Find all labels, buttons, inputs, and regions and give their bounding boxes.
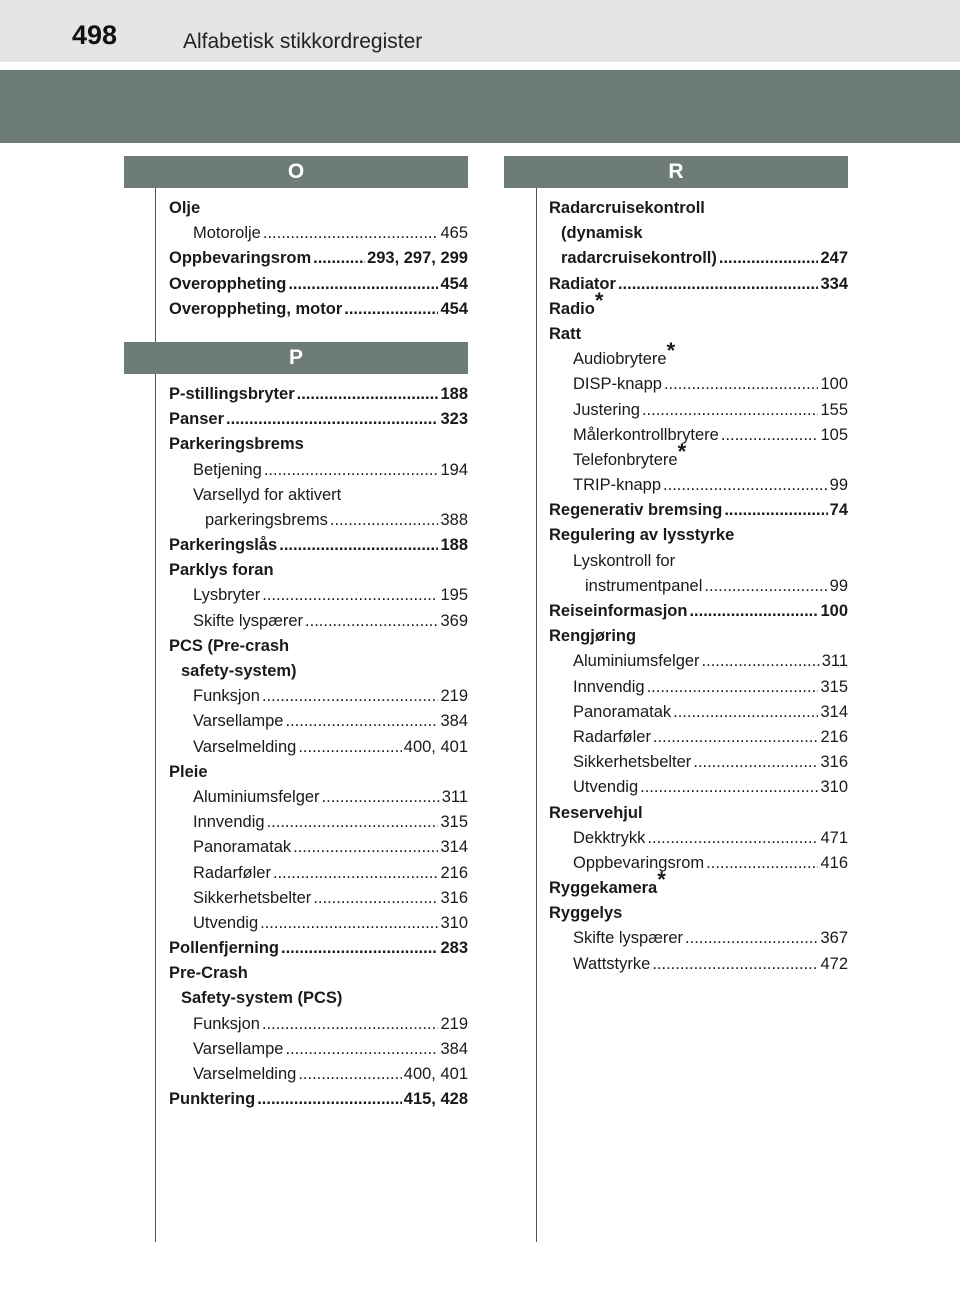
- page-reference: 471: [820, 828, 848, 847]
- index-sub-entry: [549, 952, 848, 977]
- index-term: Dekktrykk: [573, 828, 646, 847]
- page-reference: 316: [820, 753, 848, 772]
- index-term: Lysbryter: [193, 586, 261, 605]
- index-sub-entry: [169, 458, 468, 483]
- index-entry-row: [169, 382, 468, 407]
- index-entry-row: [573, 372, 848, 397]
- dot-leader: [647, 826, 818, 851]
- index-sub-entry: [549, 398, 848, 423]
- index-sub-entry: [169, 609, 468, 634]
- index-sub-entry: [169, 583, 468, 608]
- index-term: Panoramatak: [573, 702, 672, 721]
- page-reference: 247: [820, 249, 848, 268]
- page-reference: 310: [440, 913, 468, 932]
- index-entry-row: [181, 659, 468, 684]
- page-reference: 100: [820, 375, 848, 394]
- index-sub-entry: [169, 1012, 468, 1037]
- index-main-entry: [549, 624, 848, 649]
- index-entry-row: [193, 1037, 468, 1062]
- index-sub-entry: [549, 750, 848, 775]
- index-sub-entry: [549, 549, 848, 574]
- index-main-entry: [549, 523, 848, 548]
- dot-leader: [673, 700, 818, 725]
- index-entry-row: [181, 986, 468, 1011]
- index-main-entry: [169, 760, 468, 785]
- index-column-right: [504, 156, 848, 977]
- section-letter-heading: O: [124, 156, 468, 188]
- page-title: Alfabetisk stikkordregister: [183, 30, 423, 53]
- index-main-entry: [169, 272, 468, 297]
- dot-leader: [281, 936, 438, 961]
- index-sub-entry: [549, 221, 848, 246]
- index-term: Motorolje: [193, 224, 261, 243]
- index-sub-entry: [549, 338, 848, 372]
- dot-leader: [330, 508, 439, 533]
- index-term: Radarføler: [573, 727, 651, 746]
- index-term: Radarcruisekontroll: [549, 199, 705, 217]
- index-sub-entry: [169, 986, 468, 1011]
- index-term: Justering: [573, 400, 640, 419]
- index-main-entry: [169, 196, 468, 221]
- dot-leader: [264, 458, 439, 483]
- index-main-entry: [549, 867, 848, 901]
- index-term: Parklys foran: [169, 561, 274, 580]
- index-entry-row: Radio *: [549, 297, 848, 322]
- index-entry-row: [193, 609, 468, 634]
- index-entry-row: [193, 886, 468, 911]
- index-entry-row: [549, 624, 848, 649]
- index-sub-entry: [549, 473, 848, 498]
- page-reference: 415, 428: [403, 1090, 468, 1109]
- dot-leader: [663, 473, 828, 498]
- page-reference: 219: [440, 1014, 468, 1033]
- index-sub-entry: [549, 851, 848, 876]
- index-main-entry: [549, 272, 848, 297]
- page-reference: 384: [440, 712, 468, 731]
- dot-leader: [285, 1037, 438, 1062]
- index-entry-row: [169, 432, 468, 457]
- dot-leader: [262, 1012, 439, 1037]
- index-entry-row: [193, 221, 468, 246]
- dot-leader: [704, 574, 827, 599]
- index-main-entry: [549, 498, 848, 523]
- index-entry-row: [193, 835, 468, 860]
- index-entry-row: [561, 221, 848, 246]
- page-reference: 315: [820, 677, 848, 696]
- index-main-entry: [549, 287, 848, 322]
- index-entry-row: [573, 473, 848, 498]
- index-sub-entry: [169, 684, 468, 709]
- page-reference: 188: [440, 536, 468, 555]
- index-sub-entry: [549, 438, 848, 473]
- index-main-entry: [169, 961, 468, 986]
- index-entry-row: [169, 196, 468, 221]
- page-reference: 311: [821, 652, 848, 671]
- index-term: Oppbevaringsrom: [573, 853, 705, 872]
- index-main-entry: [169, 558, 468, 583]
- index-term: Ratt: [549, 324, 582, 343]
- header-band: [0, 70, 960, 143]
- index-entry-row: [549, 272, 848, 297]
- index-term: Pleie: [169, 762, 208, 781]
- index-entry-row: [193, 1012, 468, 1037]
- page-reference: 219: [440, 687, 468, 706]
- page-reference: 216: [440, 863, 468, 882]
- index-entry-row: [169, 1087, 468, 1112]
- index-main-entry: [169, 634, 468, 659]
- page-reference: 400, 401: [403, 737, 468, 756]
- dot-leader: [279, 533, 438, 558]
- index-term: Safety-system (PCS): [181, 989, 343, 1008]
- index-term: radarcruisekontroll): [561, 249, 717, 268]
- index-sub-entry: [549, 246, 848, 271]
- page-reference: 314: [820, 702, 848, 721]
- index-sub-entry: [549, 372, 848, 397]
- index-term: Innvendig: [573, 677, 645, 696]
- index-term: PCS (Pre-crash: [169, 636, 290, 655]
- index-sub-entry: [169, 221, 468, 246]
- index-term: (dynamisk: [561, 224, 643, 243]
- index-term: Radiator: [549, 274, 616, 293]
- dot-leader: [285, 709, 438, 734]
- index-term: Betjening: [193, 460, 262, 479]
- index-term: Radio: [549, 299, 595, 318]
- dot-leader: [344, 297, 438, 322]
- index-term: Radarføler: [193, 863, 271, 882]
- dot-leader: [260, 911, 438, 936]
- page-reference: 388: [440, 510, 468, 529]
- dot-leader: [322, 785, 440, 810]
- index-entry-row: [169, 558, 468, 583]
- dot-leader: [313, 886, 438, 911]
- index-term: Lyskontroll for: [573, 551, 676, 570]
- index-entry-list: [504, 188, 848, 977]
- page-reference: 155: [820, 400, 848, 419]
- index-entry-row: [193, 911, 468, 936]
- index-sub-entry: [549, 926, 848, 951]
- index-main-entry: [169, 246, 468, 271]
- index-entry-row: [169, 936, 468, 961]
- page-reference: 384: [440, 1039, 468, 1058]
- dot-leader: [297, 382, 439, 407]
- page-reference: 195: [440, 586, 468, 605]
- index-term: Innvendig: [193, 813, 265, 832]
- index-term: instrumentpanel: [585, 576, 703, 595]
- page-reference: 311: [441, 787, 468, 806]
- index-sub-entry: [549, 775, 848, 800]
- index-entry-row: [193, 1062, 468, 1087]
- index-term: Pre-Crash: [169, 964, 248, 983]
- dot-leader: [226, 407, 438, 432]
- index-entry-row: [573, 926, 848, 951]
- index-entry-row: [573, 649, 848, 674]
- page-reference: 323: [440, 410, 468, 429]
- page-reference: 99: [829, 576, 848, 595]
- index-sub-entry: [549, 675, 848, 700]
- dot-leader: [305, 609, 438, 634]
- index-term: Punktering: [169, 1090, 256, 1109]
- index-entry-row: [193, 483, 468, 508]
- index-term: Varsellampe: [193, 1039, 284, 1058]
- index-entry-row: Telefonbrytere *: [573, 448, 848, 473]
- page-reference: 310: [820, 778, 848, 797]
- dot-leader: [267, 810, 439, 835]
- index-sub-entry: [169, 785, 468, 810]
- index-entry-row: [561, 246, 848, 271]
- index-entry-list: [124, 374, 468, 1112]
- section-letter-heading: P: [124, 342, 468, 374]
- page-reference: 369: [440, 611, 468, 630]
- dot-leader: [257, 1087, 402, 1112]
- page-reference: 472: [820, 954, 848, 973]
- page-number: 498: [72, 20, 118, 50]
- index-term: Panser: [169, 410, 225, 429]
- index-sub-entry: [169, 659, 468, 684]
- index-sub-entry: [549, 725, 848, 750]
- index-column-left: [124, 156, 468, 1112]
- page-header: [0, 0, 960, 62]
- index-entry-row: Audiobrytere *: [573, 347, 848, 372]
- index-term: Overoppheting, motor: [169, 299, 343, 318]
- section-gap: [124, 322, 468, 342]
- index-entry-list: [124, 188, 468, 322]
- index-entry-row: [549, 322, 848, 347]
- index-main-entry: [549, 901, 848, 926]
- index-term: Varselmelding: [193, 1065, 297, 1083]
- index-entry-row: [585, 574, 848, 599]
- page-reference: 454: [440, 299, 468, 318]
- index-term: Reservehjul: [549, 803, 643, 822]
- page-reference: 283: [440, 939, 468, 958]
- index-term: Målerkontrollbrytere: [573, 425, 719, 444]
- page-reference: 293, 297, 299: [367, 249, 468, 268]
- index-entry-row: [169, 407, 468, 432]
- index-term: Funksjon: [193, 687, 260, 706]
- index-sub-entry: [169, 1062, 468, 1087]
- dot-leader: [618, 272, 819, 297]
- index-term: Olje: [169, 199, 201, 217]
- page-reference: 105: [820, 425, 848, 444]
- index-term: Ryggelys: [549, 904, 623, 923]
- dot-leader: [293, 835, 438, 860]
- index-entry-row: [193, 684, 468, 709]
- index-term: Sikkerhetsbelter: [573, 753, 692, 772]
- dot-leader: [719, 246, 819, 271]
- dot-leader: [702, 649, 820, 674]
- dot-leader: [642, 398, 819, 423]
- index-term: Utvendig: [573, 778, 639, 797]
- index-entry-row: [573, 675, 848, 700]
- index-sub-entry: [169, 508, 468, 533]
- index-main-entry: [549, 599, 848, 624]
- index-entry-row: [193, 709, 468, 734]
- index-entry-row: [573, 775, 848, 800]
- index-term: Oppbevaringsrom: [169, 249, 312, 268]
- index-entry-row: [573, 952, 848, 977]
- dot-leader: [653, 725, 819, 750]
- index-term: Varsellampe: [193, 712, 284, 731]
- index-entry-row: [549, 599, 848, 624]
- index-term: Wattstyrke: [573, 954, 651, 973]
- index-entry-row: [573, 851, 848, 876]
- index-term: Regulering av lysstyrke: [549, 526, 735, 545]
- index-entry-row: [549, 196, 848, 221]
- index-entry-row: [573, 826, 848, 851]
- index-term: Varselmelding: [193, 737, 297, 756]
- page-reference: 316: [440, 888, 468, 907]
- index-entry-row: [193, 735, 468, 760]
- page-reference: 315: [440, 813, 468, 832]
- page-reference: 314: [440, 838, 468, 857]
- index-term: Funksjon: [193, 1014, 260, 1033]
- index-sub-entry: [169, 886, 468, 911]
- page-reference: 367: [820, 929, 848, 948]
- index-entry-row: [573, 423, 848, 448]
- index-term: Telefonbrytere: [573, 450, 678, 469]
- index-entry-row: [193, 785, 468, 810]
- dot-leader: [693, 750, 818, 775]
- index-term: Rengjøring: [549, 627, 637, 646]
- index-term: Sikkerhetsbelter: [193, 888, 312, 907]
- page-reference: 74: [829, 501, 848, 520]
- index-sub-entry: [169, 735, 468, 760]
- page-reference: 465: [440, 224, 468, 243]
- index-term: parkeringsbrems: [205, 510, 328, 529]
- dot-leader: [685, 926, 818, 951]
- index-sub-entry: [549, 826, 848, 851]
- page-reference: 400, 401: [403, 1065, 468, 1083]
- dot-leader: [298, 735, 401, 760]
- dot-leader: [647, 675, 819, 700]
- index-sub-entry: [549, 700, 848, 725]
- index-term: Aluminiumsfelger: [193, 787, 320, 806]
- index-main-entry: [169, 297, 468, 322]
- index-sub-entry: [169, 810, 468, 835]
- dot-leader: [262, 583, 438, 608]
- page-reference: 216: [820, 727, 848, 746]
- dot-leader: [724, 498, 827, 523]
- dot-leader: [262, 684, 439, 709]
- index-entry-row: [549, 498, 848, 523]
- index-sub-entry: [549, 649, 848, 674]
- index-main-entry: [169, 432, 468, 457]
- index-entry-row: [169, 533, 468, 558]
- index-term: Parkeringslås: [169, 536, 278, 555]
- index-term: safety-system): [181, 662, 297, 680]
- page-reference: 100: [820, 602, 848, 620]
- dot-leader: [689, 599, 818, 624]
- index-entry-row: [193, 861, 468, 886]
- index-term: Ryggekamera: [549, 879, 658, 898]
- index-main-entry: [549, 196, 848, 221]
- index-entry-row: [549, 801, 848, 826]
- index-entry-row: [193, 458, 468, 483]
- index-term: Utvendig: [193, 913, 259, 932]
- index-entry-row: [573, 398, 848, 423]
- index-entry-row: [193, 810, 468, 835]
- page-reference: 194: [440, 460, 468, 479]
- dot-leader: [640, 775, 818, 800]
- index-term: DISP-knapp: [573, 375, 662, 394]
- index-entry-row: [193, 583, 468, 608]
- index-entry-row: [573, 725, 848, 750]
- index-term: Overoppheting: [169, 274, 287, 293]
- index-entry-row: [573, 750, 848, 775]
- index-entry-row: [169, 961, 468, 986]
- index-term: Skifte lyspærer: [193, 611, 304, 630]
- section-letter-heading: R: [504, 156, 848, 188]
- index-main-entry: [169, 1087, 468, 1112]
- page-reference: 454: [440, 274, 468, 293]
- index-entry-row: [169, 297, 468, 322]
- page-reference: 99: [829, 476, 848, 495]
- index-term: TRIP-knapp: [573, 476, 662, 495]
- index-sub-entry: [169, 1037, 468, 1062]
- index-entry-row: [169, 634, 468, 659]
- index-sub-entry: [169, 835, 468, 860]
- page-reference: 416: [820, 853, 848, 872]
- index-term: Varsellyd for aktivert: [193, 485, 342, 504]
- dot-leader: [706, 851, 818, 876]
- index-term: P-stillingsbryter: [169, 384, 295, 403]
- index-main-entry: [169, 936, 468, 961]
- page-reference: 188: [440, 384, 468, 403]
- index-main-entry: [169, 533, 468, 558]
- index-sub-entry: [169, 911, 468, 936]
- index-main-entry: [549, 801, 848, 826]
- dot-leader: [273, 861, 439, 886]
- index-entry-row: [169, 760, 468, 785]
- index-entry-row: [169, 272, 468, 297]
- index-entry-row: [205, 508, 468, 533]
- index-main-entry: [169, 407, 468, 432]
- index-entry-row: [573, 549, 848, 574]
- index-sub-entry: [549, 574, 848, 599]
- index-term: Regenerativ bremsing: [549, 501, 723, 520]
- index-sub-entry: [169, 709, 468, 734]
- index-main-entry: [549, 322, 848, 347]
- index-term: Skifte lyspærer: [573, 929, 684, 948]
- index-term: Aluminiumsfelger: [573, 652, 700, 671]
- index-term: Reiseinformasjon: [549, 602, 688, 620]
- index-term: Audiobrytere: [573, 350, 667, 369]
- index-sub-entry: [169, 861, 468, 886]
- dot-leader: [721, 423, 819, 448]
- index-entry-row: [169, 246, 468, 271]
- index-sub-entry: [549, 423, 848, 448]
- dot-leader: [298, 1062, 401, 1087]
- dot-leader: [288, 272, 438, 297]
- index-entry-row: [573, 700, 848, 725]
- index-entry-row: Ryggekamera *: [549, 876, 848, 901]
- index-term: Parkeringsbrems: [169, 435, 304, 454]
- index-entry-row: [549, 523, 848, 548]
- dot-leader: [263, 221, 439, 246]
- index-entry-row: [549, 901, 848, 926]
- index-term: Pollenfjerning: [169, 939, 280, 958]
- dot-leader: [664, 372, 819, 397]
- index-main-entry: [169, 382, 468, 407]
- index-sub-entry: [169, 483, 468, 508]
- dot-leader: [652, 952, 818, 977]
- page-reference: 334: [820, 274, 848, 293]
- dot-leader: [313, 246, 365, 271]
- index-term: Panoramatak: [193, 838, 292, 857]
